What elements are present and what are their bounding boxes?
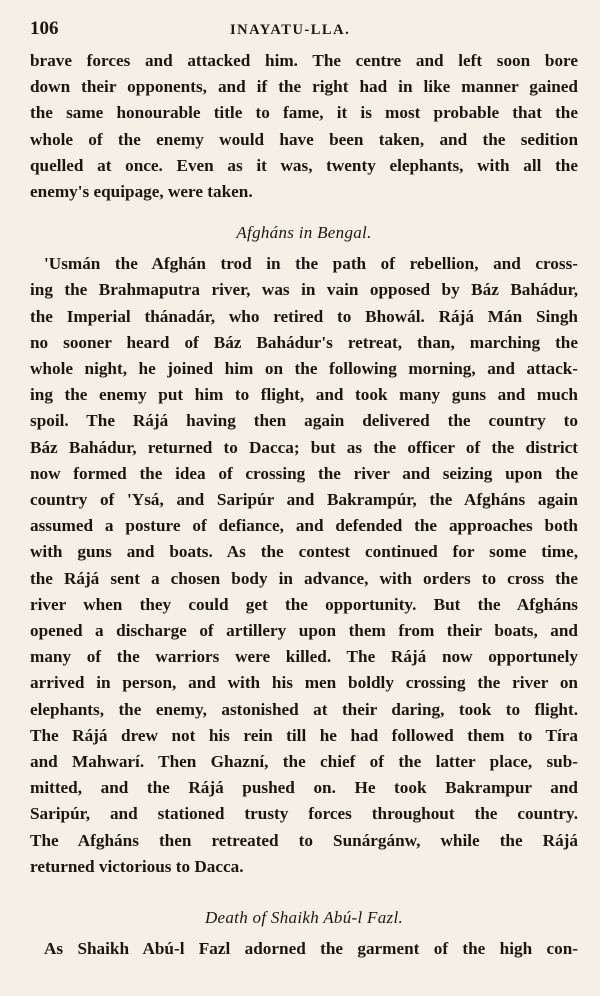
text-line: arrived in person, and with his men boldly crossing the river on — [30, 673, 578, 693]
running-head — [30, 18, 578, 48]
text-line: the Rájá sent a chosen body in advance, with orders to cross the — [30, 568, 578, 588]
text-line: ing the Brahmaputra river, was in vain opposed by Báz Bahádur, — [30, 280, 578, 300]
section-heading-afghans-in-bengal: Afgháns in Bengal. — [236, 223, 372, 243]
text-line: As Shaikh Abú-l Fazl adorned the garment of the high con- — [44, 939, 578, 959]
text-line: river when they could get the opportunity. But the Afgháns — [30, 594, 578, 614]
paragraph-continued — [30, 48, 578, 205]
text-line: spoil. The Rájá having then again delivered the country to — [30, 411, 578, 431]
text-line: The Afgháns then retreated to Sunárgánw, while the Rájá — [30, 830, 578, 850]
text-line: Báz Bahádur, returned to Dacca; but as the officer of the district — [30, 437, 578, 457]
text-line: brave forces and attacked him. The centre and left soon bore — [30, 51, 578, 70]
text-line: whole of the enemy would have been taken, and the sedition — [30, 129, 578, 149]
text-line: opened a discharge of artillery upon them from their boats, and — [30, 621, 578, 641]
paragraph-afghans-in-bengal — [30, 251, 578, 880]
text-line: quelled at once. Even as it was, twenty elephants, with all the — [30, 155, 578, 175]
paragraph-death-of-abul-fazl — [30, 936, 578, 962]
text-line: many of the warriors were killed. The Rájá now opportunely — [30, 647, 578, 667]
text-line: whole night, he joined him on the following morning, and attack- — [30, 359, 578, 379]
section-heading-death-of-abul-fazl: Death of Shaikh Abú-l Fazl. — [204, 908, 404, 928]
page-number: 106 — [30, 18, 59, 39]
text-line: The Rájá drew not his rein till he had followed them to Tíra — [30, 725, 578, 745]
text-line: assumed a posture of defiance, and defended the approaches both — [30, 516, 578, 536]
text-line: and Mahwarí. Then Ghazní, the chief of the latter place, sub- — [30, 752, 578, 772]
text-line: 'Usmán the Afghán trod in the path of rebellion, and cross- — [44, 254, 578, 274]
text-line: elephants, the enemy, astonished at their daring, took to flight. — [30, 699, 578, 719]
text-line: country of 'Ysá, and Saripúr and Bakrampúr, the Afgháns again — [30, 490, 578, 510]
text-line: the Imperial thánadár, who retired to Bhowál. Rájá Mán Singh — [30, 306, 578, 326]
running-title: INAYATU-LLA. — [230, 22, 351, 38]
text-line: returned victorious to Dacca. — [30, 856, 244, 876]
text-line: now formed the idea of crossing the river and seizing upon the — [30, 463, 578, 483]
text-line: with guns and boats. As the contest continued for some time, — [30, 542, 578, 562]
text-line: down their opponents, and if the right had in like manner gained — [30, 77, 578, 97]
text-line: no sooner heard of Báz Bahádur's retreat, than, marching the — [30, 332, 578, 352]
text-line: ing the enemy put him to flight, and took many guns and much — [30, 385, 578, 405]
text-line: enemy's equipage, were taken. — [30, 182, 253, 202]
text-line: mitted, and the Rájá pushed on. He took Bakrampur and — [30, 778, 578, 798]
text-line: the same honourable title to fame, it is most probable that the — [30, 103, 578, 123]
text-line: Saripúr, and stationed trusty forces throughout the country. — [30, 804, 578, 824]
